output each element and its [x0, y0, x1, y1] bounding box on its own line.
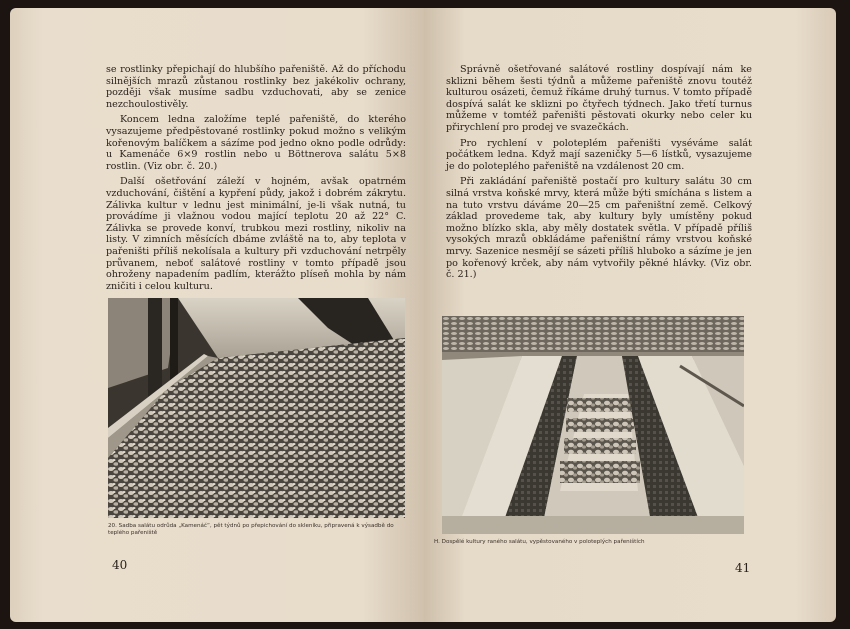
left-page: [10, 8, 424, 622]
paragraph: Při zakládání pařeniště postačí pro kultury salátu 30 cm silná vrstva koňské mrvy, která může býti smíchána s listem a na tuto vrstvu dáváme 20—25 cm pařeništní země. Celkový základ provedeme tak, aby kultury byly umístěny pokud možno blízko skla, aby měly dostatek světla. V případě příliš vysokých mrazů obkládáme pařeništní rámy vrstvou koňské mrvy. Sazenice nesmějí se sázeti příliš hluboko a sázíme je jen po kořenový krček, aby nám vytvořily pěkné hlávky. (Viz obr. č. 21.): [446, 176, 752, 281]
paragraph: Pro rychlení v poloteplém pařeništi vyséváme salát počátkem ledna. Když mají sazeničky 5—6 lístků, vysazujeme je do poloteplého pařeniště na vzdálenost 20 cm.: [446, 137, 752, 172]
paragraph: Správně ošetřované salátové rostliny dospívají nám ke sklizni během šesti týdnů a můžeme pařeniště znovu toutéž kulturou osázeti, čemuž říkáme druhý turnus. V tomto případě dospívá salát ke sklizni po čtyřech týdnech. Jako třetí turnus můžeme v tomtéž pařeništi pěstovati okurky nebo celer ku přirychlení pro prodej ve svazečkách.: [446, 64, 752, 133]
right-page-text: [446, 64, 752, 281]
figure-caption: H. Dospělé kultury raného salátu, vypěstovaného v poloteplých pařeništích: [434, 539, 645, 545]
left-page-text: [106, 64, 406, 292]
paragraph: Další ošetřování záleží v hojném, avšak opatrném vzduchování, čištění a kypření půdy, jakož i dobrém zákrytu. Zálivka kultur v lednu jest minimální, je-li však nutná, tu provádíme ji vlažnou vodou mající teplotu 20 až 22° C. Zálivka se provede konví, trubkou mezi rostliny, nikoliv na listy. V zimních měsících dbáme zvláště na to, aby teplota v pařeništi příliš nekolísala a kultury při vzduchování netrpěly průvanem, neboť salátové rostliny v tomto případě jsou ohroženy napadením padlím, kterážto plíseň mohla by nám zničiti i celou kulturu.: [106, 176, 406, 292]
right-page: [424, 8, 836, 622]
page-number: 40: [112, 558, 128, 572]
figure-caption: 20. Sadba salátu odrůda „Kamenáč“, pět týdnů po přepichování do skleníku, připravená k výsadbě do teplého pařeniště: [108, 523, 394, 536]
photo-lettuce-seedlings-greenhouse: [108, 298, 405, 518]
paragraph: Koncem ledna založíme teplé pařeniště, do kterého vysazujeme předpěstované rostlinky pokud možno s velikým kořenovým balíčkem a sázíme pod jedno okno podle odrůdy: u Kamenáče 6×9 rostlin nebo u Böttnerova salátu 5×8 rostlin. (Viz obr. č. 20.): [106, 114, 406, 172]
paragraph: se rostlinky přepichají do hlubšího pařeniště. Až do příchodu silnějších mrazů zůstanou rostlinky bez jakékoliv ochrany, později však musíme sadbu vzduchovati, aby se zenice nezchoulostivěly.: [106, 64, 406, 110]
book-spread: [10, 8, 836, 622]
photo-hotbeds-lettuce: [442, 316, 744, 534]
page-number: 41: [735, 561, 751, 575]
